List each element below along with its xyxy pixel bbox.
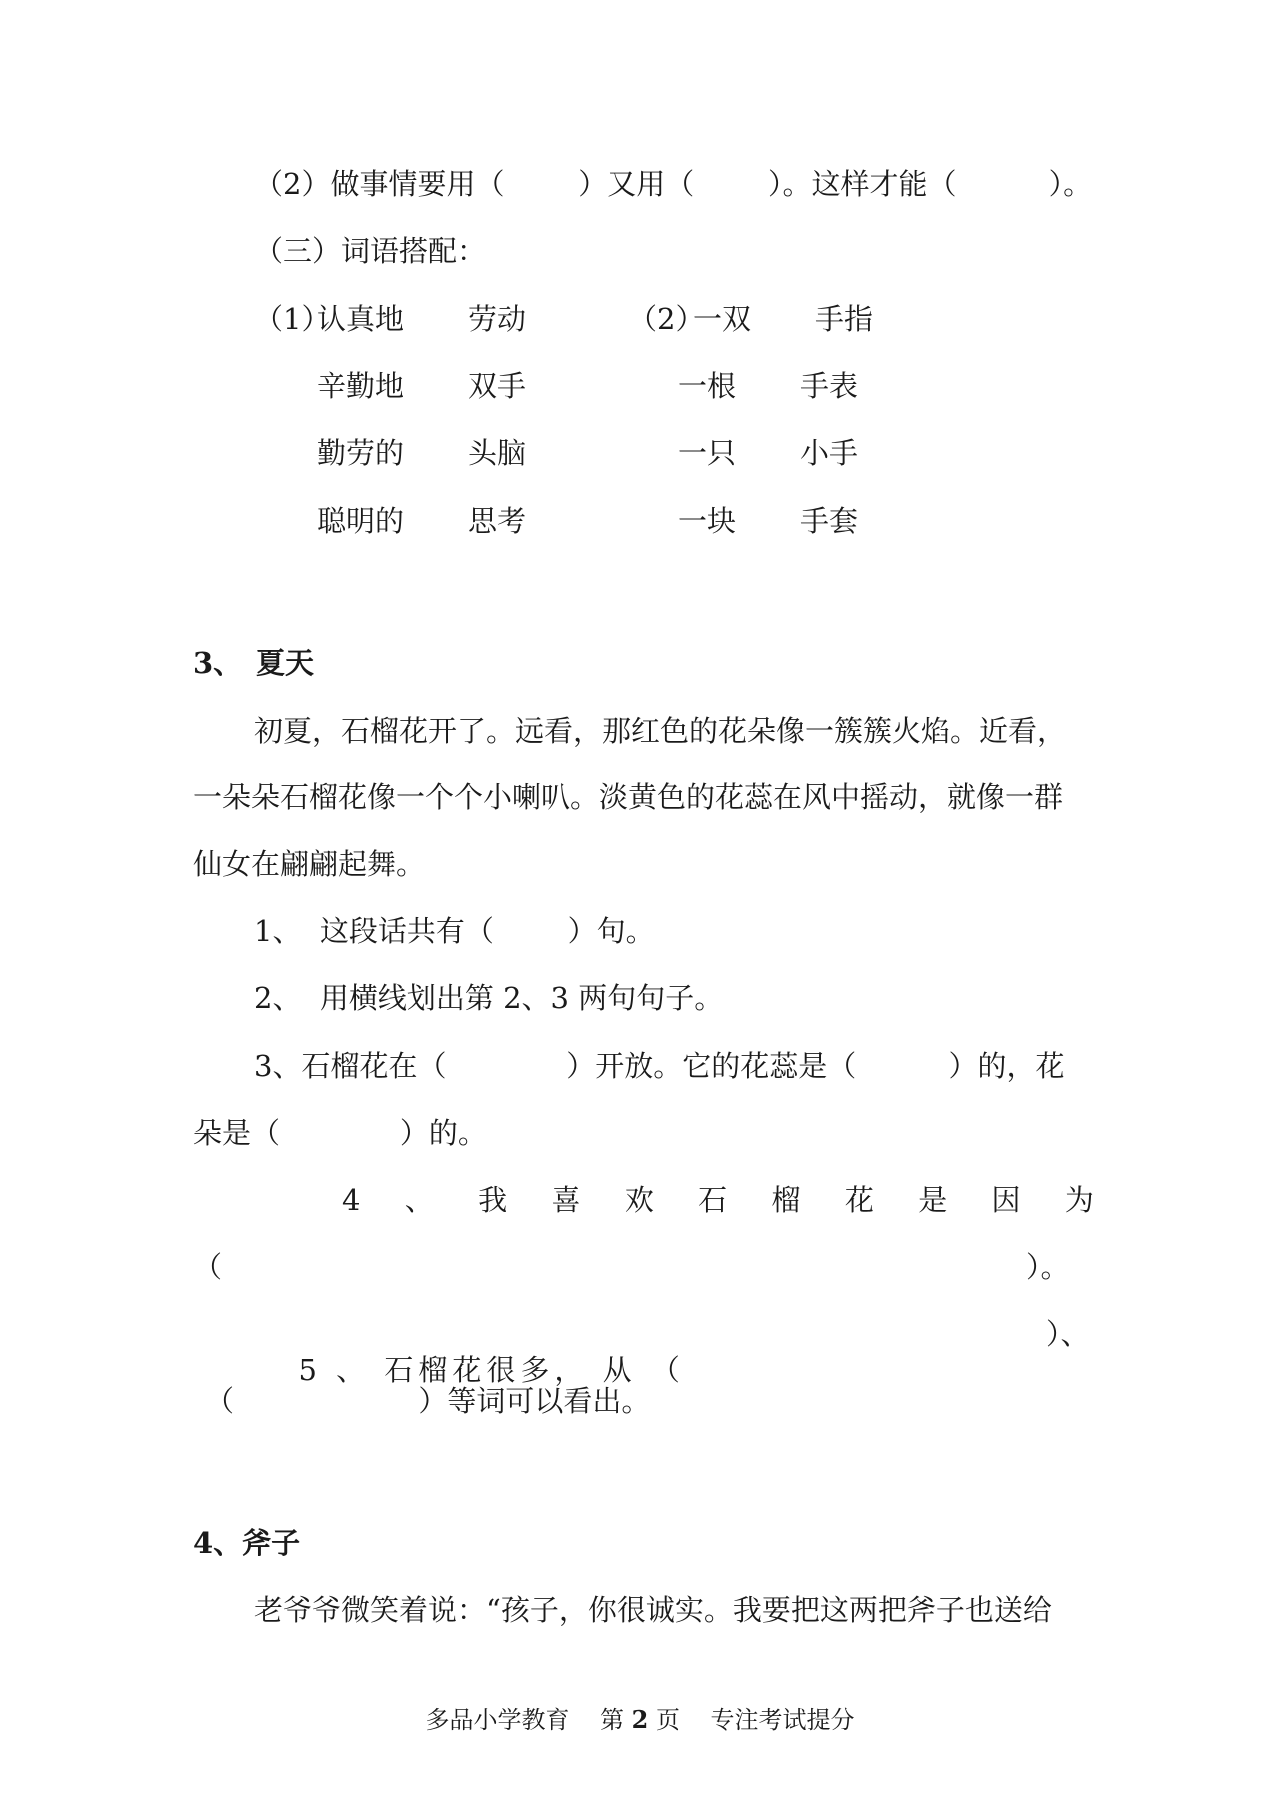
match-word: 聪明的 (317, 504, 405, 538)
q4-char: 喜 (551, 1183, 581, 1217)
match-word: 认真地 (317, 302, 405, 336)
fill-in-question-2: （2）做事情要用（ ）又用（ ）。这样才能（ ）。 (254, 167, 1093, 201)
footer-page-unit: 页 (655, 1706, 680, 1734)
q5-char: ， (554, 1353, 589, 1387)
question-1: 1、 这段话共有（ ）句。 (254, 914, 655, 948)
q4-char: 石 (698, 1183, 728, 1217)
match-word: 一双 (693, 302, 752, 336)
q4-char: 欢 (624, 1183, 654, 1217)
question-2: 2、 用横线划出第 2、3 两句句子。 (254, 981, 724, 1015)
passage-line-1: 初夏，石榴花开了。远看，那红色的花朵像一簇簇火焰。近看， (254, 714, 1067, 748)
match-word: 一根 (678, 369, 737, 403)
section-4-title: 4、斧子 (193, 1526, 301, 1560)
question-5-close-paren: ）、 (1046, 1317, 1090, 1351)
footer-brand: 多品小学教育 (425, 1706, 570, 1734)
q4-char: 花 (844, 1183, 874, 1217)
q4-char: 我 (478, 1183, 508, 1217)
question-5-line-2: （ ）等词可以看出。 (205, 1384, 651, 1418)
q4-char: 、 (404, 1183, 434, 1217)
q5-char: （ (650, 1353, 685, 1387)
q4-char: 因 (991, 1183, 1021, 1217)
q5-char: 很 (486, 1353, 521, 1387)
match-word: 小手 (800, 436, 859, 470)
match-num-2: （2） (628, 302, 705, 336)
match-word: 双手 (468, 369, 527, 403)
passage-line-3: 仙女在翩翩起舞。 (193, 847, 426, 881)
page-footer (0, 1705, 1280, 1735)
footer-slogan: 专注考试提分 (710, 1706, 855, 1734)
q5-char: 多 (520, 1353, 555, 1387)
match-word: 辛勤地 (317, 369, 405, 403)
match-word: 手指 (815, 302, 874, 336)
match-word: 勤劳的 (317, 436, 405, 470)
q4-char: 4 (342, 1183, 361, 1217)
match-word: 头脑 (468, 436, 527, 470)
question-3-line-2: 朵是（ ）的。 (193, 1116, 487, 1150)
q4-char: 为 (1064, 1183, 1094, 1217)
passage-line-2: 一朵朵石榴花像一个个小喇叭。淡黄色的花蕊在风中摇动，就像一群 (193, 780, 1064, 814)
q5-char: 石 (384, 1353, 419, 1387)
match-word: 手表 (800, 369, 859, 403)
question-4-open-paren: （ (193, 1250, 223, 1284)
q5-char: 、 (336, 1353, 371, 1387)
q5-char: 榴 (418, 1353, 453, 1387)
q4-char: 榴 (771, 1183, 801, 1217)
q5-char: 从 (602, 1353, 637, 1387)
q5-char: 花 (452, 1353, 487, 1387)
match-word: 手套 (800, 504, 859, 538)
q5-char: 5 (298, 1353, 322, 1387)
section-3-number: 3、 (193, 646, 243, 680)
match-word: 思考 (468, 504, 527, 538)
q4-char: 是 (918, 1183, 948, 1217)
question-3-line-1: 3、石榴花在（ ）开放。它的花蕊是（ ）的，花 (254, 1049, 1065, 1083)
footer-page-number: 2 (631, 1705, 649, 1734)
question-4-close-paren: ）。 (1026, 1250, 1070, 1284)
match-num-1: （1） (254, 302, 331, 336)
match-word: 一只 (678, 436, 737, 470)
question-5-line-1 (270, 1316, 685, 1388)
footer-page-label: 第 (600, 1706, 624, 1734)
part-3-title: （三）词语搭配： (254, 234, 487, 268)
match-word: 一块 (678, 504, 737, 538)
section-4-passage-line-1: 老爷爷微笑着说：“孩子，你很诚实。我要把这两把斧子也送给 (254, 1593, 1052, 1627)
match-word: 劳动 (468, 302, 527, 336)
question-4-line-1 (342, 1182, 1094, 1218)
section-3-title: 夏天 (256, 646, 315, 680)
